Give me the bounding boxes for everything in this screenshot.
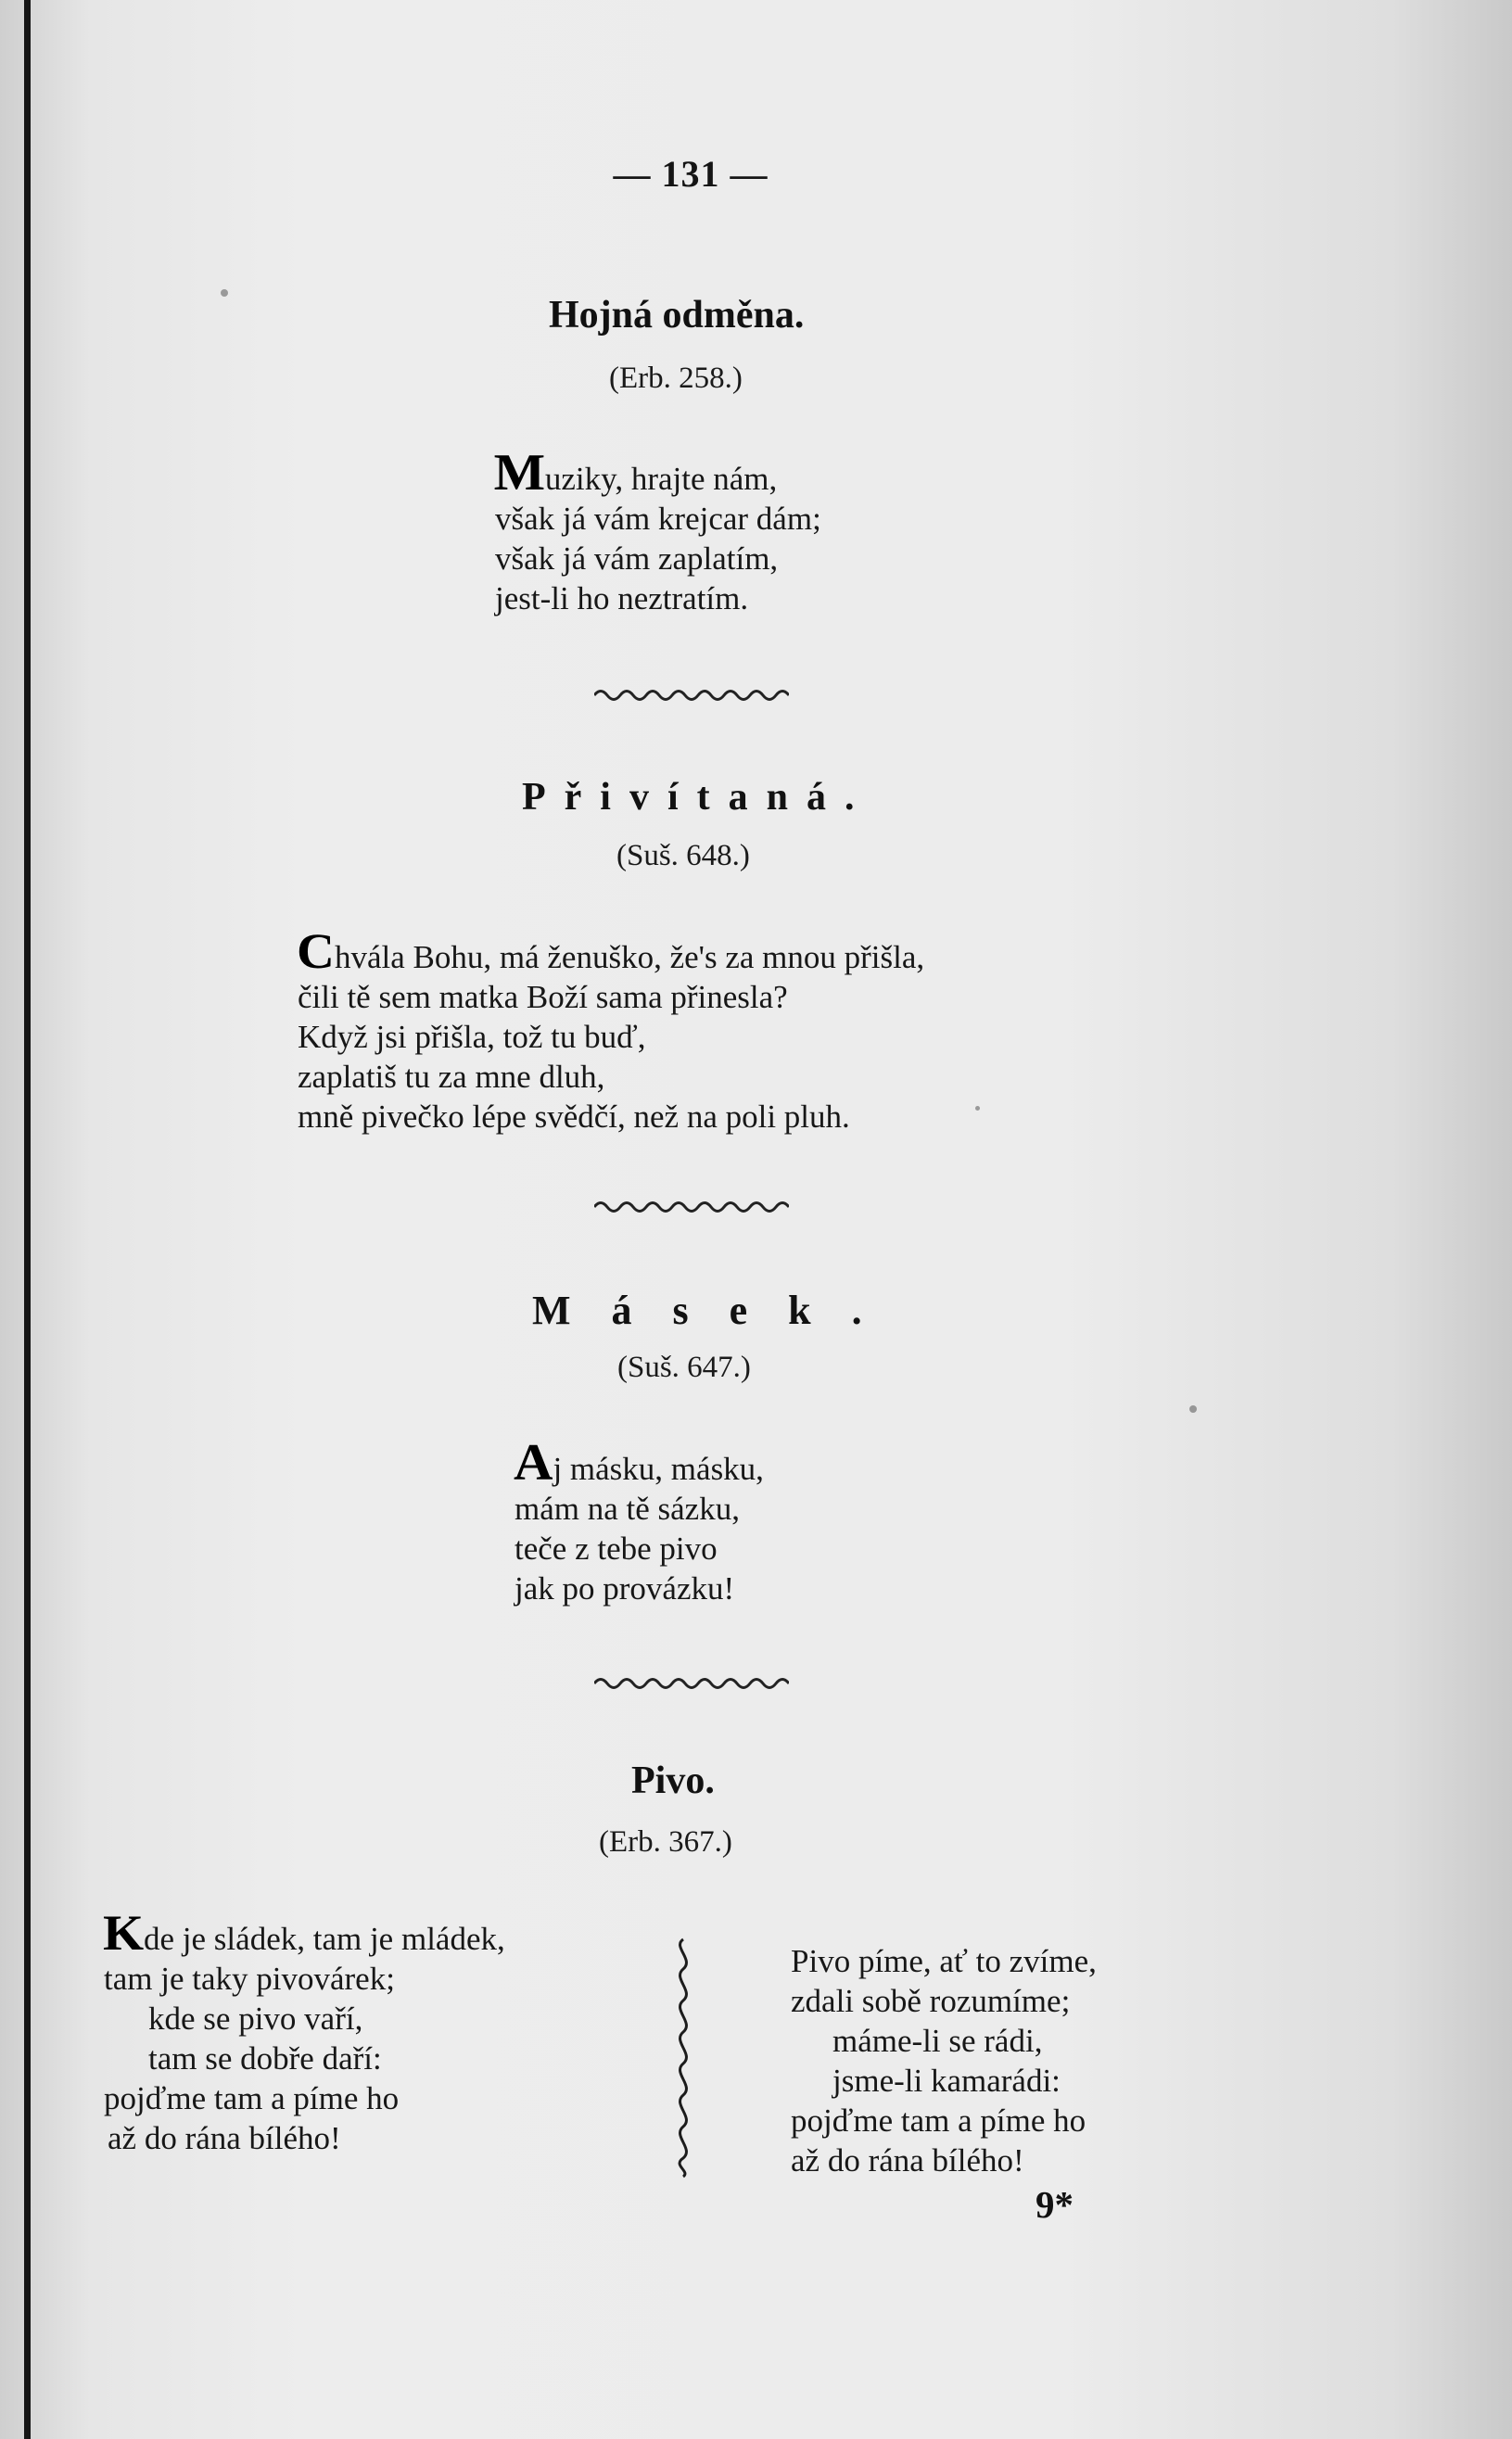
poem-source: (Suš. 648.) xyxy=(616,839,750,872)
poem-line: jak po provázku! xyxy=(515,1570,735,1607)
column-separator-braces xyxy=(665,1937,702,2179)
poem-line: máme-li se rádi, xyxy=(832,2023,1043,2059)
poem-line: mám na tě sázku, xyxy=(515,1491,740,1527)
poem-body-pivo-left-column xyxy=(102,1905,505,2158)
poem-line: tam je taky pivovárek; xyxy=(104,1961,395,1997)
poem-line-text: uziky, hrajte nám, xyxy=(544,461,778,497)
drop-cap-letter: M xyxy=(493,444,546,502)
ornamental-divider xyxy=(594,1672,789,1695)
signature-mark: 9* xyxy=(1036,2183,1074,2226)
poem-line: až do rána bílého! xyxy=(791,2142,1024,2179)
poem-line xyxy=(513,1434,764,1492)
page-edge-rule xyxy=(24,0,31,2439)
poem-line: tam se dobře daří: xyxy=(148,2040,382,2077)
poem-line: jest-li ho neztratím. xyxy=(495,580,749,616)
poem-body-masek xyxy=(513,1434,764,1608)
poem-title-masek: Másek. xyxy=(532,1288,903,1333)
poem-source: (Suš. 647.) xyxy=(617,1351,751,1384)
drop-cap-letter: C xyxy=(297,923,335,979)
poem-line: jsme-li kamarádi: xyxy=(832,2063,1061,2099)
ornamental-divider xyxy=(594,684,789,706)
poem-title-hojna-odmena: Hojná odměna. xyxy=(549,294,805,337)
poem-title-pivo: Pivo. xyxy=(631,1759,715,1802)
page-number: — 131 — xyxy=(613,153,769,195)
poem-line: zdali sobě rozumíme; xyxy=(791,1983,1071,2019)
ornamental-divider xyxy=(594,1196,789,1218)
poem-line-text: j másku, másku, xyxy=(553,1451,764,1487)
poem-line: až do rána bílého! xyxy=(108,2120,341,2156)
poem-line: však já vám zaplatím, xyxy=(495,540,779,577)
poem-body-hojna-odmena xyxy=(493,444,821,618)
print-speck xyxy=(1189,1405,1197,1413)
poem-line xyxy=(493,444,821,502)
print-speck xyxy=(221,289,228,297)
poem-line: mně pivečko lépe svědčí, než na poli pluh. xyxy=(298,1099,850,1135)
poem-title-privitana: Přivítaná. xyxy=(522,776,873,819)
poem-line: zaplatiš tu za mne dluh, xyxy=(298,1059,605,1095)
print-speck xyxy=(975,1106,980,1111)
poem-line: však já vám krejcar dám; xyxy=(495,501,821,537)
poem-line xyxy=(102,1905,505,1961)
poem-line: teče z tebe pivo xyxy=(515,1531,718,1567)
poem-body-pivo-right-column xyxy=(791,1941,1097,2180)
poem-line-text: de je sládek, tam je mládek, xyxy=(144,1921,505,1957)
poem-line: kde se pivo vaří, xyxy=(148,2001,363,2037)
poem-line: Pivo píme, ať to zvíme, xyxy=(791,1943,1097,1979)
poem-line: čili tě sem matka Boží sama přinesla? xyxy=(298,979,788,1015)
poem-body-privitana xyxy=(297,923,925,1137)
poem-line xyxy=(297,923,925,979)
poem-line: pojďme tam a píme ho xyxy=(791,2102,1086,2139)
poem-source: (Erb. 367.) xyxy=(599,1825,732,1859)
drop-cap-letter: A xyxy=(513,1434,553,1492)
drop-cap-letter: K xyxy=(102,1905,145,1961)
poem-line: pojďme tam a píme ho xyxy=(104,2080,400,2116)
poem-line: Když jsi přišla, tož tu buď, xyxy=(298,1019,646,1055)
poem-source: (Erb. 258.) xyxy=(609,362,743,395)
poem-line-text: hvála Bohu, má ženuško, že's za mnou přišla, xyxy=(335,939,925,975)
